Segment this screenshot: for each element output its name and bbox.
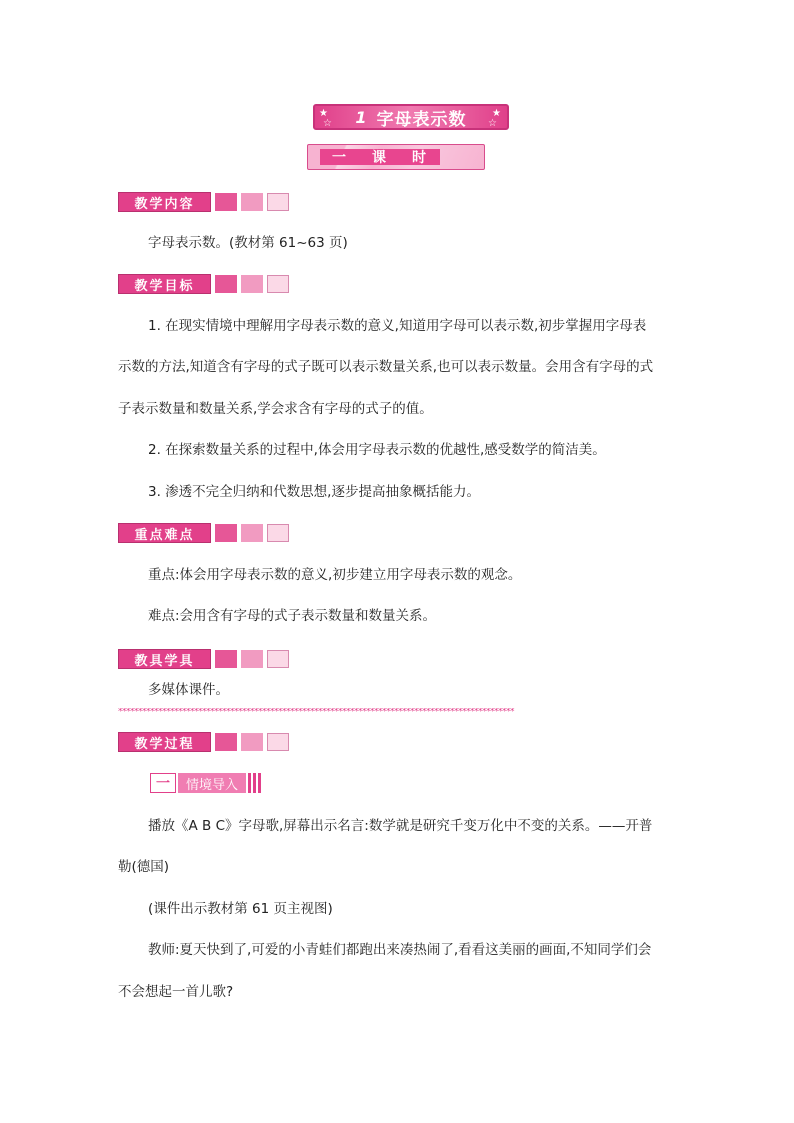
subsection-number: 一 (150, 773, 176, 793)
goal-1-line-2: 示数的方法,知道含有字母的式子既可以表示数量关系,也可以表示数量。会用含有字母的式 (118, 359, 654, 375)
star-divider: *************************************************************************************************** (118, 708, 514, 716)
process-para-1-line-1: 播放《A B C》字母歌,屏幕出示名言:数学就是研究千变万化中不变的关系。——开普 (148, 818, 653, 834)
lesson-banner (307, 144, 485, 170)
deco-square (241, 524, 263, 542)
lesson-char: 一 (332, 150, 348, 166)
deco-square (215, 733, 237, 751)
process-para-2: (课件出示教材第 61 页主视图) (148, 901, 333, 917)
deco-square (267, 650, 289, 668)
star-icon: ★ (492, 108, 501, 119)
section-label: 教学内容 (118, 192, 211, 212)
deco-square (241, 275, 263, 293)
deco-bar (258, 773, 261, 793)
deco-square (241, 733, 263, 751)
deco-square (267, 733, 289, 751)
difficult-point: 难点:会用含有字母的式子表示数量和数量关系。 (148, 608, 437, 624)
section-header-process (118, 732, 289, 752)
lesson-char: 课 (372, 150, 388, 166)
deco-square (267, 275, 289, 293)
star-icon: ☆ (488, 118, 497, 129)
goal-2: 2. 在探索数量关系的过程中,体会用字母表示数的优越性,感受数学的简洁美。 (148, 442, 606, 458)
section-header-keypoints (118, 523, 289, 543)
process-para-1-line-2: 勒(德国) (118, 859, 170, 875)
content-text: 字母表示数。(教材第 61~63 页) (148, 235, 348, 251)
section-header-tools (118, 649, 289, 669)
subsection-banner (150, 772, 292, 794)
lesson-label (320, 149, 440, 165)
deco-square (267, 193, 289, 211)
chapter-title: 字母表示数 (376, 109, 467, 130)
deco-square (215, 650, 237, 668)
section-header-goals (118, 274, 289, 294)
lesson-char: 时 (412, 150, 428, 166)
deco-square (241, 193, 263, 211)
section-label: 教具学具 (118, 649, 211, 669)
goal-1-line-3: 子表示数量和数量关系,学会求含有字母的式子的值。 (118, 401, 433, 417)
deco-square (241, 650, 263, 668)
process-para-3-line-1: 教师:夏天快到了,可爱的小青蛙们都跑出来凑热闹了,看看这美丽的画面,不知同学们会 (148, 942, 652, 958)
process-para-3-line-2: 不会想起一首儿歌? (118, 984, 234, 1000)
deco-square (215, 524, 237, 542)
deco-square (267, 524, 289, 542)
tools-text: 多媒体课件。 (148, 682, 229, 698)
star-icon: ★ (319, 108, 328, 119)
section-label: 教学目标 (118, 274, 211, 294)
chapter-title-banner (313, 104, 509, 130)
deco-square (215, 275, 237, 293)
goal-1-line-1: 1. 在现实情境中理解用字母表示数的意义,知道用字母可以表示数,初步掌握用字母表 (148, 318, 647, 334)
section-header-content (118, 192, 289, 212)
star-icon: ☆ (323, 118, 332, 129)
goal-3: 3. 渗透不完全归纳和代数思想,逐步提高抽象概括能力。 (148, 484, 480, 500)
deco-square (215, 193, 237, 211)
subsection-label: 情境导入 (178, 773, 246, 793)
key-point: 重点:体会用字母表示数的意义,初步建立用字母表示数的观念。 (148, 567, 522, 583)
deco-bar (253, 773, 256, 793)
section-label: 教学过程 (118, 732, 211, 752)
section-label: 重点难点 (118, 523, 211, 543)
chapter-number: 1 (355, 107, 367, 127)
deco-bar (248, 773, 251, 793)
